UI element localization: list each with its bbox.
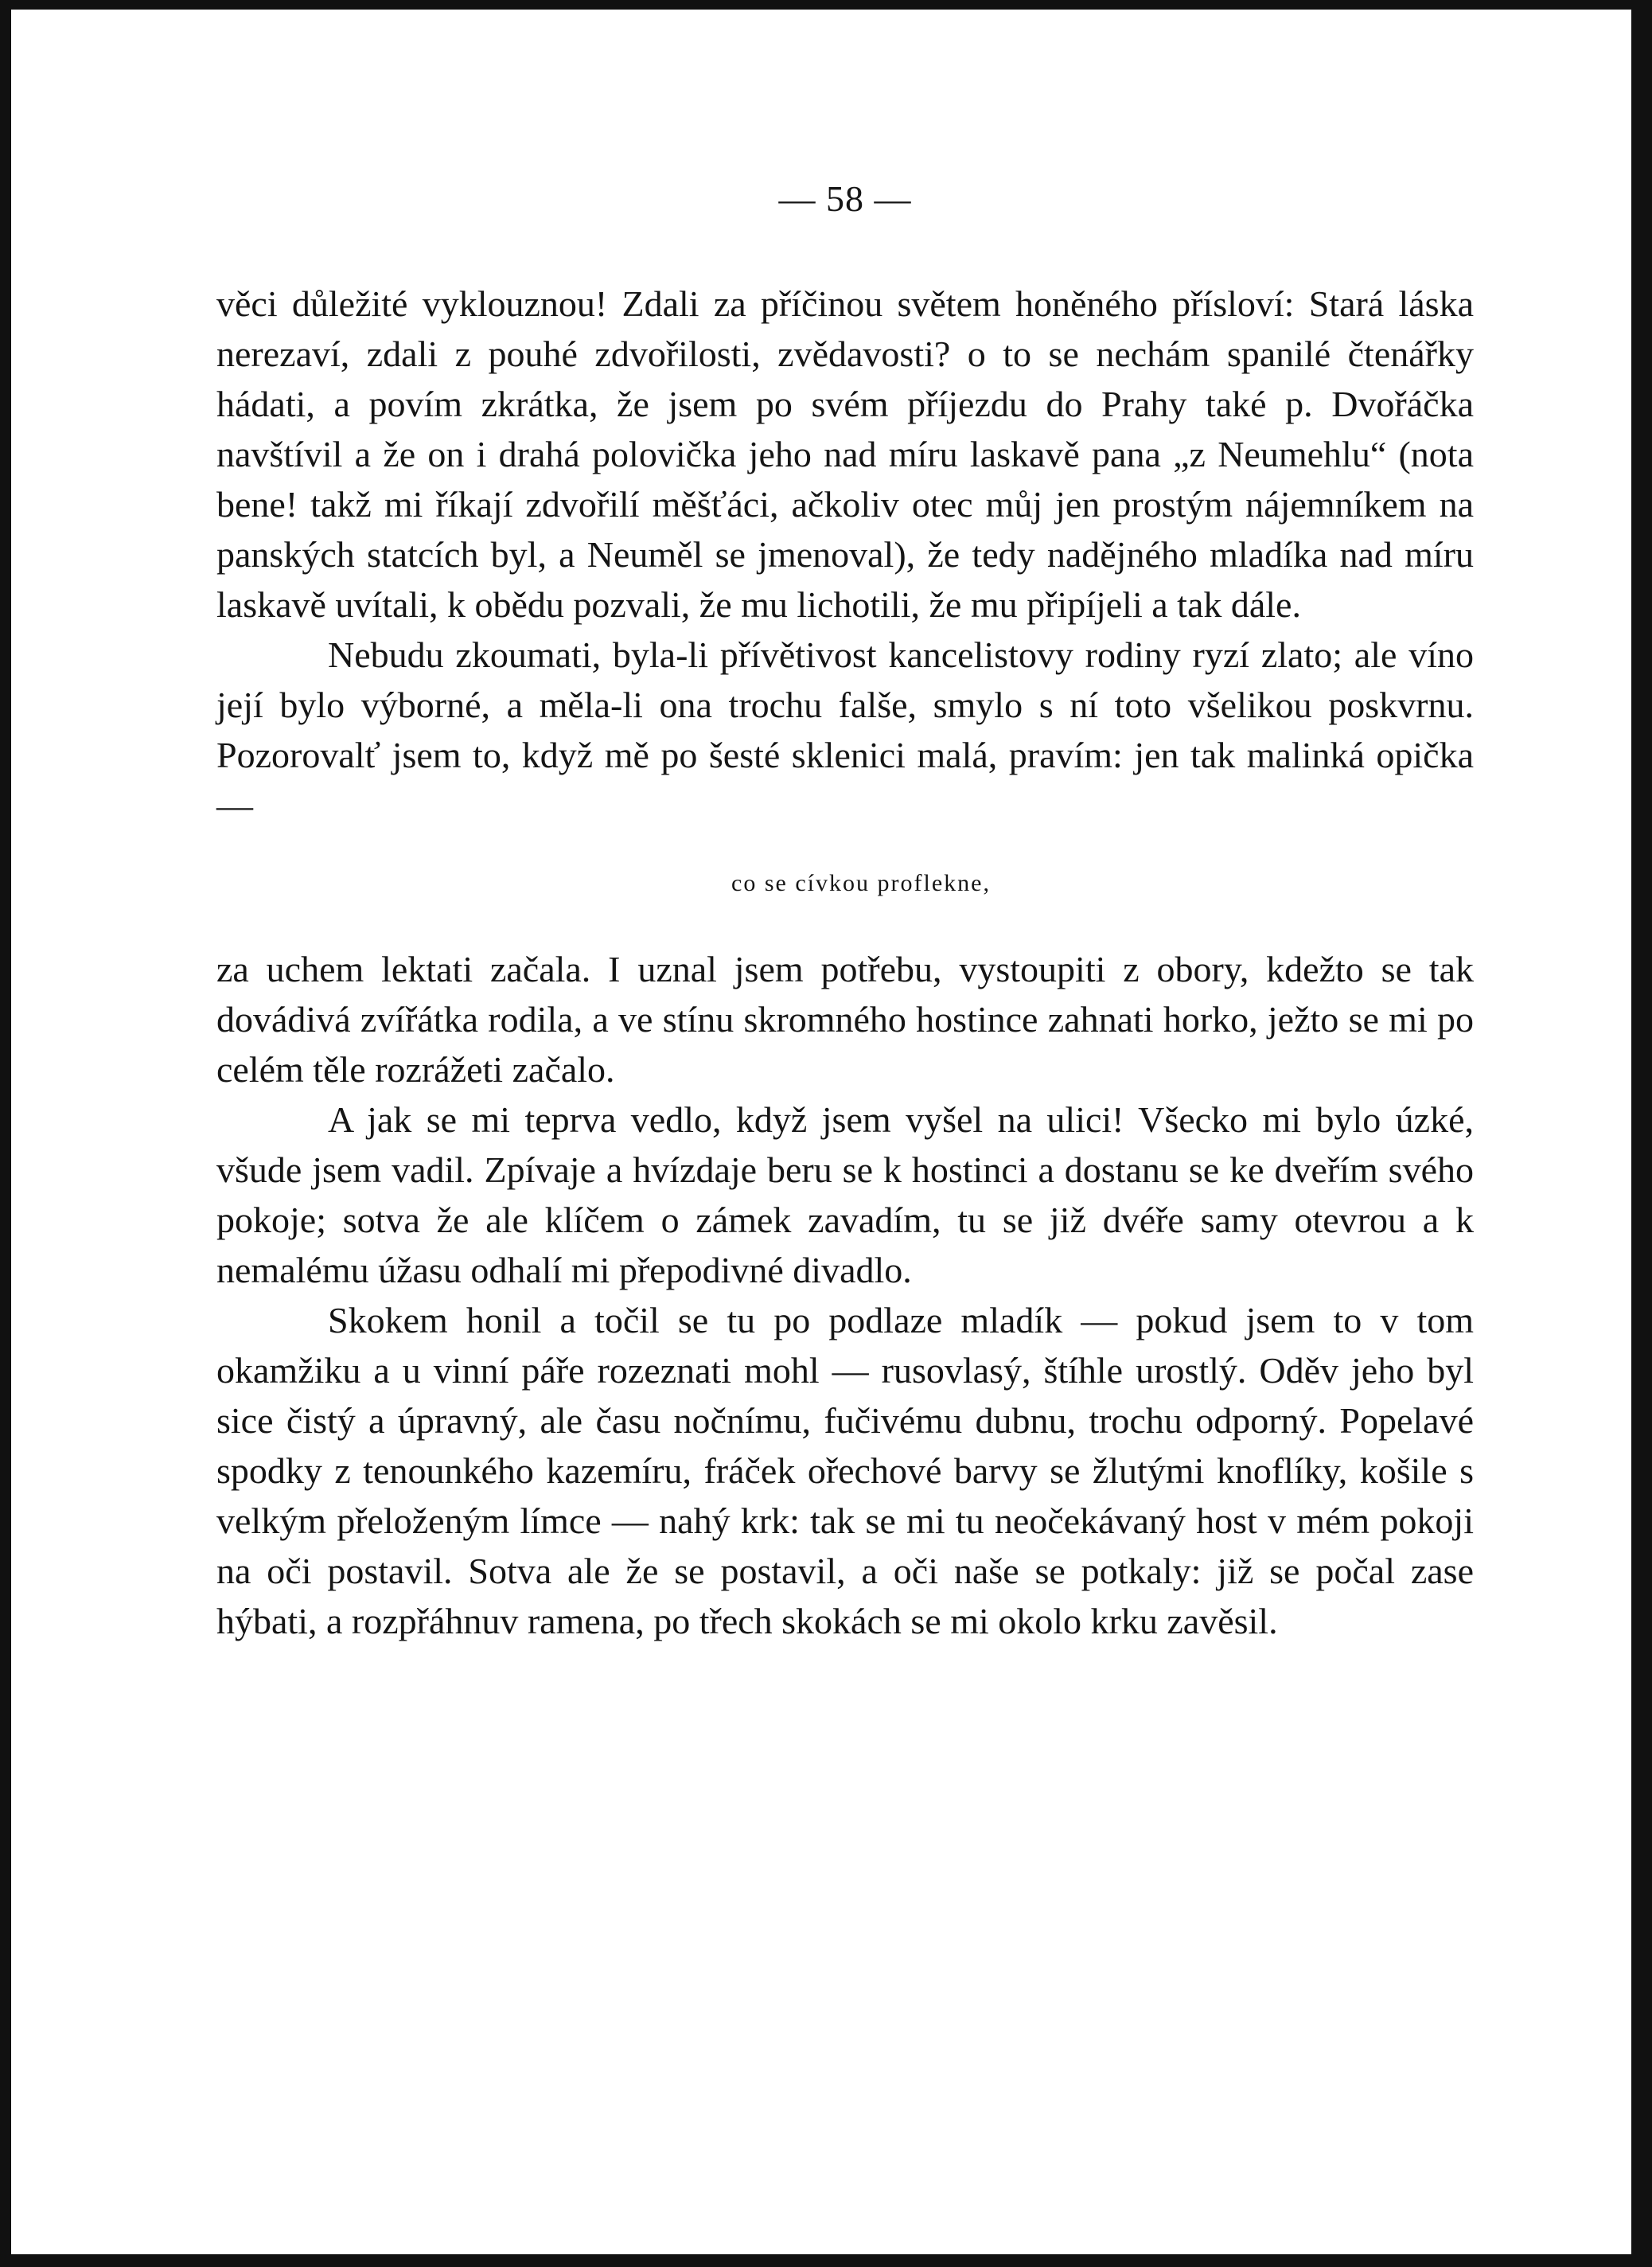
paragraph-1: věci důležité vyklouznou! Zdali za příčinou světem honěného přísloví: Stará láska nerezaví, zdali z pouhé zdvořilosti, zvědavosti? o to se nechám spanilé čtenářky hádati, a povím zkrátka, že jsem po svém příjezdu do Prahy také p. Dvořáčka navštívil a že on i drahá polovička jeho nad míru laskavě pana „z Neumehlu“ (nota bene! takž mi říkají zdvořilí měšťáci, ačkoliv otec můj jen prostým nájemníkem na panských statcích byl, a Neuměl se jmenoval), že tedy nadějného mladíka nad míru laskavě uvítali, k obědu pozvali, že mu lichotili, že mu připíjeli a tak dále.: [216, 283, 1474, 625]
paragraph-4: A jak se mi teprva vedlo, když jsem vyšel na ulici! Všecko mi bylo úzké, všude jsem vadil. Zpívaje a hvízdaje beru se k hostinci a dostanu se ke dveřím svého pokoje; sotva že ale klíčem o zámek zavadím, tu se již dvéře samy otevrou a k nemalému úžasu odhalí mi přepodivné divadlo.: [216, 1099, 1474, 1290]
paragraph-2: Nebudu zkoumati, byla-li přívětivost kancelistovy rodiny ryzí zlato; ale víno její bylo výborné, a měla-li ona trochu falše, smylo s ní toto všelikou poskvrnu. Pozorovalť jsem to, když mě po šesté sklenici malá, pravím: jen tak malinká opička —: [216, 634, 1474, 825]
page-number: — 58 —: [778, 178, 912, 219]
paragraph-3: za uchem lektati začala. I uznal jsem potřebu, vystoupiti z obory, kdežto se tak dovádivá zvířátka rodila, a ve stínu skromného hostince zahnati horko, ježto se mi po celém těle rozrážeti začalo.: [216, 949, 1474, 1090]
verse-line: co se cívkou proflekne,: [731, 870, 991, 896]
book-page: [216, 167, 1474, 1646]
paragraph-5: Skokem honil a točil se tu po podlaze mladík — pokud jsem to v tom okamžiku a u vinní páře rozeznati mohl — rusovlasý, štíhle urostlý. Oděv jeho byl sice čistý a úpravný, ale času nočnímu, fučivému dubnu, trochu odporný. Popelavé spodky z tenounkého kazemíru, fráček ořechové barvy se žlutými knoflíky, košile s velkým přeloženým límce — nahý krk: tak se mi tu neočekávaný host v mém pokoji na oči postavil. Sotva ale že se postavil, a oči naše se potkaly: již se počal zase hýbati, a rozpřáhnuv ramena, po třech skokách se mi okolo krku zavěsil.: [216, 1300, 1474, 1641]
